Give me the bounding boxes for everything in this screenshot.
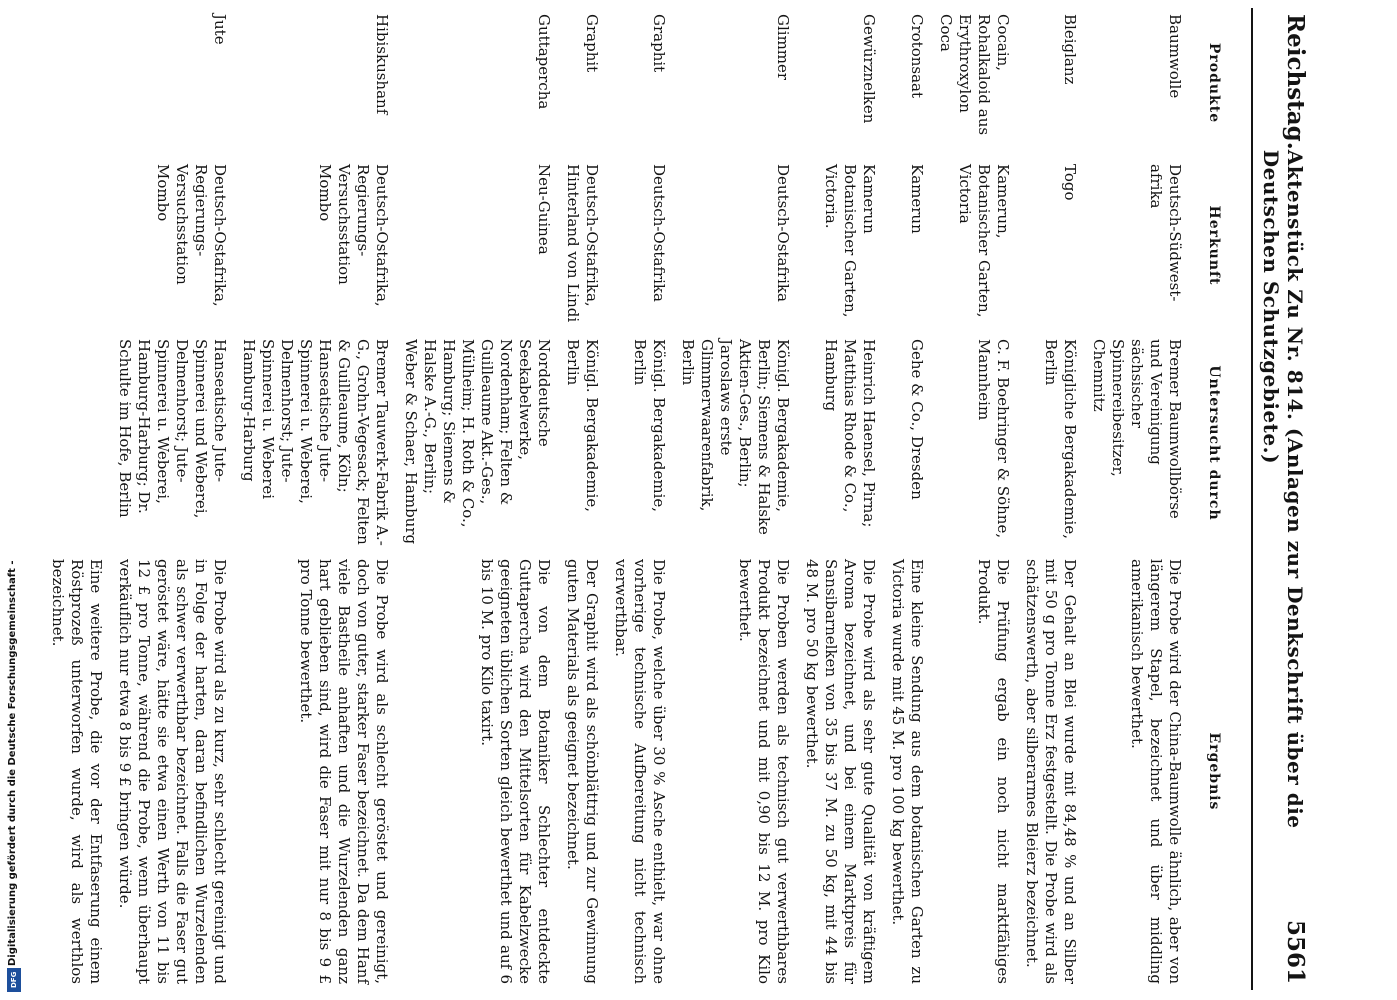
- table-row: [391, 8, 553, 990]
- cell-produkt: Baumwolle: [1166, 14, 1184, 99]
- table-row: [792, 8, 878, 990]
- cell-ergebnis: Der Graphit wird als schönblättrig und zur Gewinnung guten Materials als geeignet bezeichnet.: [564, 559, 601, 984]
- cell-produkt: Guttapercha: [535, 14, 553, 110]
- cell-untersucht: Gehe & Co., Dresden: [908, 339, 926, 500]
- table-row: [105, 8, 229, 990]
- cell-ergebnis: Der Gehalt an Blei wurde mit 84,48 % und an Silber mit 50 g pro Tonne Erz festgestellt. Die Probe wird als schätzenswerth, aber silberarmes Bleierz bezeichnet.: [1023, 559, 1079, 984]
- cell-herkunft: Kamerun: [908, 164, 926, 234]
- cell-herkunft: Neu-Guinea: [535, 164, 553, 255]
- cell-produkt: Graphit: [583, 14, 601, 73]
- cell-produkt: Hibiskushanf: [373, 14, 391, 115]
- column-header-herkunft: Herkunft: [1206, 205, 1222, 286]
- cell-untersucht: Norddeutsche Seekabelwerke, Nordenham; Felten & Guilleaume Akt.-Ges., Mülheim; H. Roth & Co., Hamburg; Siemens & Halske A.-G., Berlin; Weber & Schaer, Hamburg: [402, 339, 553, 545]
- header-left: Reichstag.: [1282, 14, 1309, 150]
- cell-ergebnis: Die Probe wird der China-Baumwolle ähnlich, aber von längerem Stapel, bezeichnet und über middling amerikanisch bewerthet.: [1128, 559, 1184, 984]
- table-row: [926, 8, 1012, 990]
- cell-ergebnis: Die Probe wird als zu kurz, sehr schlecht gereinigt und in Folge der harten, daran befindlichen Wurzelenden als schwer verwerthbar bezeichnet. Falls die Faser gut geröstet wäre, hätte sie etwa einen Werth von 11 bis 12 £ pro Tonne, während die Probe, wenn überhaupt verkäuflich nur etwa 8 bis 9 £ bringen würde.: [116, 559, 229, 984]
- cell-herkunft: Deutsch-Ostafrika, Regierungs-Versuchsstation Mombo: [316, 164, 391, 307]
- cell-herkunft: Kamerun Botanischer Garten, Victoria.: [822, 164, 878, 318]
- cell-produkt: Bleiglanz: [1061, 14, 1079, 85]
- cell-herkunft: Deutsch-Südwest-afrika: [1147, 164, 1184, 302]
- cell-produkt: Jute: [211, 14, 229, 45]
- credit-text: Digitalisierung gefördert durch die Deutsche Forschungsgemeinschaft -: [7, 560, 18, 966]
- cell-produkt: Crotonsaat: [908, 14, 926, 99]
- cell-untersucht: Hanseatische Jute-Spinnerei und Weberei, Delmenhorst; Jute-Spinnerei u. Weberei, Hamburg-Harburg; Dr. Schulte im Hofe, Berlin: [116, 339, 229, 519]
- table-row: [1079, 8, 1184, 990]
- cell-ergebnis: Die Proben werden als technisch gut verwerthbares Produkt bezeichnet und mit 0,90 bis 12 M. pro Kilo bewerthet.: [736, 559, 792, 984]
- column-header-ergebnis: Ergebnis: [1206, 732, 1222, 811]
- cell-untersucht: Bremer Tauwerk-Fabrik A.-G., Grohn-Vegesack; Felten & Guilleaume, Köln; Hanseatische Jute-Spinnerei u. Weberei, Delmenhorst; Jute-Spinnerei u. Weberei Hamburg-Harburg: [240, 339, 391, 546]
- dfg-logo: DFG: [7, 968, 21, 992]
- cell-herkunft: Deutsch-Ostafrika, Regierungs-Versuchsstation Mombo: [154, 164, 229, 307]
- cell-untersucht: Bremer Baumwollbörse und Vereinigung sächsischer Spinnereibesitzer, Chemnitz: [1090, 339, 1184, 519]
- cell-herkunft: Togo: [1061, 164, 1079, 201]
- table-row: [601, 8, 668, 990]
- cell-ergebnis: Die Probe wird als sehr gute Qualität von kräftigem Aroma bezeichnet, und bei einem Marktpreis für Sansibarnelken von 35 bis 37 M. zu 50 kg, mit 44 bis 48 M. pro 50 kg bewerthet.: [803, 559, 878, 984]
- page-header: [1251, 8, 1309, 990]
- cell-ergebnis: Die Probe, welche über 30 % Asche enthielt, war ohne vorherige technische Aufbereitung nicht technisch verwerthbar.: [612, 559, 668, 984]
- header-title: Aktenstück Zu Nr. 814. (Anlagen zur Denkschrift über die Deutschen Schutzgebiete.): [1259, 149, 1307, 829]
- cell-herkunft: Deutsch-Ostafrika, Hinterland von Lindi: [564, 164, 601, 323]
- results-table: [38, 8, 1251, 990]
- cell-untersucht: C. F. Boehringer & Söhne, Mannheim: [975, 339, 1012, 539]
- cell-herkunft: Deutsch-Ostafrika: [774, 164, 792, 302]
- cell-ergebnis: Eine kleine Sendung aus dem botanischen Garten zu Victoria wurde mit 45 M. pro 100 kg bewerthet.: [889, 559, 926, 984]
- cell-untersucht: Heinrich Haensel, Pirna; Matthias Rhode & Co., Hamburg: [822, 339, 878, 528]
- page-number: 5561: [1282, 919, 1309, 984]
- digitization-credit: [4, 0, 18, 1000]
- table-row: [878, 8, 926, 990]
- table-row: [229, 8, 391, 990]
- cell-ergebnis: Die Prüfung ergab ein noch nicht marktfähiges Produkt.: [975, 559, 1012, 984]
- table-header-row: [1184, 8, 1251, 990]
- cell-untersucht: Königliche Bergakademie, Berlin: [1042, 339, 1079, 539]
- column-header-produkte: Produkte: [1206, 42, 1222, 124]
- cell-produkt: Gewürznelken: [860, 14, 878, 124]
- column-header-untersucht: Untersucht durch: [1206, 365, 1222, 521]
- cell-produkt: Cocain, Rohalkaloid aus Erythroxylon Coca: [937, 14, 1012, 136]
- cell-ergebnis: Die von dem Botaniker Schlechter entdeckte Guttapercha wird den Mittelsorten für Kabelzwecke geeigneten üblichen Sorten gleich bewerthet und auf 6 bis 10 M. pro Kilo taxirt.: [478, 559, 553, 984]
- table-row: [553, 8, 601, 990]
- cell-untersucht: Königl. Bergakademie, Berlin: [631, 339, 668, 513]
- table-row: [1012, 8, 1079, 990]
- cell-ergebnis: Die Probe wird als schlecht geröstet und gereinigt, doch von guter, starker Faser bezeichnet. Da dem Hanf viele Bastheile anhaften und die Wurzelenden ganz hart geblieben sind, wird die Faser mit nur 8 bis 9 £ pro Tonne bewerthet.: [297, 559, 391, 984]
- cell-herkunft: Kamerun, Botanischer Garten, Victoria: [956, 164, 1012, 318]
- table-row: [668, 8, 792, 990]
- cell-untersucht: Königl. Bergakademie, Berlin: [564, 339, 601, 513]
- cell-untersucht: Königl. Bergakademie, Berlin; Siemens & Halske Aktien-Ges., Berlin; Jaroslaws erste Glimmerwaarenfabrik, Berlin: [679, 339, 792, 535]
- cell-herkunft: Deutsch-Ostafrika: [650, 164, 668, 302]
- cell-produkt: Graphit: [650, 14, 668, 73]
- cell-produkt: Glimmer: [774, 14, 792, 81]
- extra-note: Eine weitere Probe, die vor der Entfaserung einem Röstprozeß unterworfen wurde, wird als werthlos bezeichnet.: [49, 559, 105, 984]
- table-row: [38, 8, 105, 990]
